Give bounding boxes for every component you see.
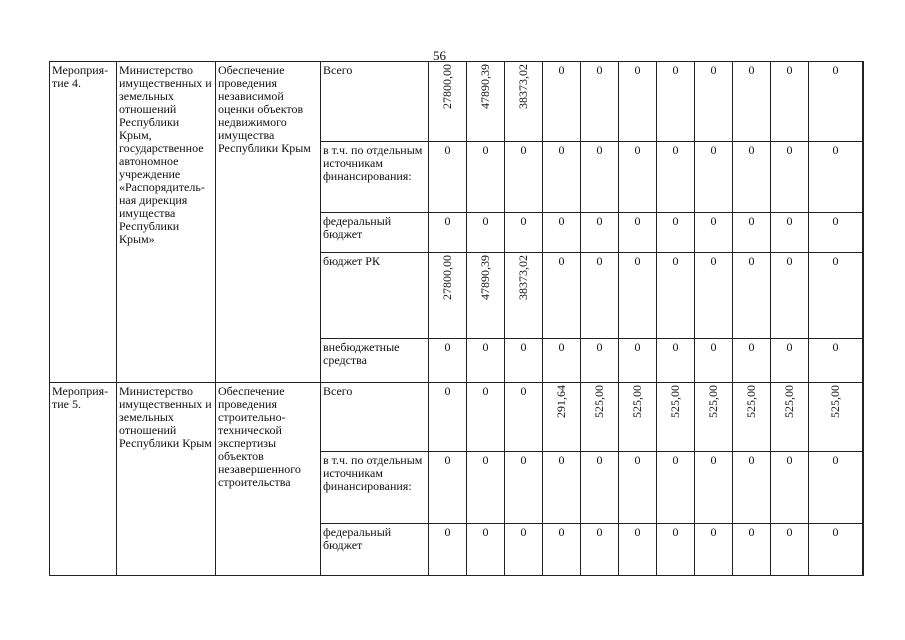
value-cell [657, 524, 695, 576]
value-text: 525,00 [630, 385, 644, 418]
value-cell [695, 142, 733, 213]
value-text: 0 [672, 63, 679, 77]
value-cell [695, 383, 733, 452]
value-text: 0 [482, 143, 489, 157]
value-cell [733, 142, 771, 213]
value-cell [771, 524, 809, 576]
value-text: 0 [520, 340, 527, 354]
value-text: 0 [558, 214, 565, 228]
value-cell [543, 213, 581, 253]
value-cell [619, 213, 657, 253]
executor-cell: Министерство имущественных и земельных отношений Республики Крым [117, 383, 216, 576]
value-text: 0 [634, 453, 641, 467]
value-text: 0 [596, 63, 603, 77]
value-text: 0 [672, 143, 679, 157]
value-cell [429, 253, 467, 339]
value-text: 525,00 [706, 385, 720, 418]
value-cell [619, 339, 657, 383]
value-text: 27800,00 [440, 255, 454, 300]
value-cell [771, 452, 809, 524]
value-cell [863, 452, 864, 524]
value-cell [695, 253, 733, 339]
source-label-cell: внебюджетные средства [321, 339, 429, 383]
value-text: 0 [832, 143, 839, 157]
value-text: 38373,02 [516, 64, 530, 109]
value-text: 0 [710, 214, 717, 228]
value-text: 0 [444, 340, 451, 354]
value-text: 0 [786, 453, 793, 467]
value-cell [809, 383, 863, 452]
value-cell [863, 253, 864, 339]
value-cell [771, 253, 809, 339]
value-cell [467, 62, 505, 142]
value-cell [733, 213, 771, 253]
value-cell [863, 142, 864, 213]
value-cell [619, 253, 657, 339]
measure-cell: Мероприя- тие 5. [50, 383, 117, 576]
value-text: 0 [558, 340, 565, 354]
value-cell [467, 213, 505, 253]
value-cell [467, 452, 505, 524]
value-text: 0 [558, 254, 565, 268]
value-cell [581, 213, 619, 253]
value-cell [543, 142, 581, 213]
value-cell [657, 142, 695, 213]
value-cell [657, 339, 695, 383]
value-cell [581, 253, 619, 339]
value-text: 0 [596, 214, 603, 228]
value-text: 525,00 [744, 385, 758, 418]
value-text: 0 [786, 525, 793, 539]
value-cell [505, 62, 543, 142]
value-text: 0 [596, 143, 603, 157]
value-text: 0 [672, 340, 679, 354]
value-cell [543, 339, 581, 383]
value-text: 0 [634, 214, 641, 228]
value-cell [581, 524, 619, 576]
value-text: 0 [832, 340, 839, 354]
value-cell [809, 452, 863, 524]
value-cell [505, 383, 543, 452]
value-text: 0 [710, 453, 717, 467]
value-text: 0 [482, 340, 489, 354]
value-cell [863, 62, 864, 142]
value-text: 0 [596, 525, 603, 539]
value-cell [863, 383, 864, 452]
table-row [50, 62, 864, 142]
value-cell [695, 213, 733, 253]
value-cell [429, 339, 467, 383]
value-text: 0 [672, 254, 679, 268]
value-cell [863, 524, 864, 576]
value-text: 0 [748, 525, 755, 539]
value-text: 0 [634, 340, 641, 354]
value-text: 0 [710, 525, 717, 539]
value-cell [657, 253, 695, 339]
value-text: 27800,00 [440, 64, 454, 109]
value-text: 0 [786, 63, 793, 77]
value-text: 0 [832, 214, 839, 228]
table-row [50, 383, 864, 452]
value-cell [695, 339, 733, 383]
value-text: 0 [558, 143, 565, 157]
value-cell [771, 62, 809, 142]
value-cell [429, 142, 467, 213]
value-cell [619, 62, 657, 142]
value-text: 0 [444, 384, 451, 398]
executor-cell: Министерство имущественных и земельных отношений Республики Крым, государственное автономное учреждение «Распорядитель-ная дирекция имущества Республики Крым» [117, 62, 216, 383]
value-text: 0 [444, 214, 451, 228]
value-cell [809, 524, 863, 576]
value-text: 0 [832, 254, 839, 268]
value-cell [505, 452, 543, 524]
value-text: 0 [786, 340, 793, 354]
value-cell [733, 339, 771, 383]
value-cell [771, 213, 809, 253]
value-text: 0 [672, 525, 679, 539]
value-text: 0 [596, 453, 603, 467]
value-cell [581, 383, 619, 452]
source-label-cell: федеральный бюджет [321, 213, 429, 253]
value-text: 0 [520, 453, 527, 467]
value-text: 0 [748, 254, 755, 268]
value-text: 0 [748, 143, 755, 157]
value-text: 0 [558, 453, 565, 467]
value-text: 525,00 [782, 385, 796, 418]
value-cell [429, 524, 467, 576]
value-text: 0 [748, 214, 755, 228]
value-cell [505, 253, 543, 339]
value-text: 0 [520, 384, 527, 398]
value-cell [429, 383, 467, 452]
value-cell [619, 142, 657, 213]
value-text: 0 [444, 143, 451, 157]
page-number: 56 [433, 48, 446, 63]
value-text: 0 [832, 63, 839, 77]
value-cell [467, 142, 505, 213]
value-text: 0 [596, 254, 603, 268]
value-cell [581, 339, 619, 383]
value-cell [657, 452, 695, 524]
value-cell [809, 253, 863, 339]
value-text: 0 [748, 340, 755, 354]
value-cell [771, 383, 809, 452]
value-text: 0 [710, 340, 717, 354]
value-cell [581, 62, 619, 142]
value-cell [733, 383, 771, 452]
value-text: 525,00 [828, 385, 842, 418]
value-cell [467, 339, 505, 383]
value-cell [543, 62, 581, 142]
value-cell [657, 62, 695, 142]
value-text: 47890,39 [478, 64, 492, 109]
value-text: 0 [710, 143, 717, 157]
value-cell [429, 62, 467, 142]
value-cell [809, 142, 863, 213]
value-text: 0 [748, 63, 755, 77]
value-text: 0 [634, 143, 641, 157]
value-text: 0 [786, 254, 793, 268]
value-text: 0 [832, 453, 839, 467]
value-text: 0 [482, 384, 489, 398]
value-cell [771, 339, 809, 383]
value-text: 0 [520, 214, 527, 228]
source-label-cell: в т.ч. по отдельным источникам финансирования: [321, 452, 429, 524]
value-text: 0 [748, 453, 755, 467]
value-text: 0 [482, 453, 489, 467]
value-cell [809, 213, 863, 253]
value-text: 0 [634, 63, 641, 77]
value-cell [657, 383, 695, 452]
budget-table [49, 61, 864, 576]
source-label-cell: Всего [321, 383, 429, 452]
value-cell [809, 62, 863, 142]
value-text: 0 [832, 525, 839, 539]
source-label-cell: бюджет РК [321, 253, 429, 339]
value-text: 0 [672, 453, 679, 467]
value-text: 0 [634, 525, 641, 539]
value-text: 0 [710, 63, 717, 77]
value-text: 0 [482, 525, 489, 539]
value-cell [467, 383, 505, 452]
value-cell [619, 383, 657, 452]
value-text: 0 [558, 525, 565, 539]
value-cell [657, 213, 695, 253]
value-text: 38373,02 [516, 255, 530, 300]
value-text: 0 [786, 214, 793, 228]
value-cell [467, 524, 505, 576]
value-cell [733, 253, 771, 339]
value-cell [543, 253, 581, 339]
source-label-cell: Всего [321, 62, 429, 142]
value-text: 0 [634, 254, 641, 268]
value-cell [543, 383, 581, 452]
value-cell [429, 452, 467, 524]
value-cell [467, 253, 505, 339]
value-cell [771, 142, 809, 213]
value-cell [543, 452, 581, 524]
value-cell [733, 62, 771, 142]
value-cell [429, 213, 467, 253]
value-cell [619, 524, 657, 576]
value-cell [695, 524, 733, 576]
value-cell [543, 524, 581, 576]
value-text: 0 [710, 254, 717, 268]
value-cell [505, 524, 543, 576]
value-text: 0 [786, 143, 793, 157]
value-cell [695, 452, 733, 524]
value-cell [733, 524, 771, 576]
value-cell [581, 142, 619, 213]
value-text: 0 [482, 214, 489, 228]
value-cell [863, 213, 864, 253]
value-cell [505, 213, 543, 253]
value-text: 0 [520, 525, 527, 539]
value-text: 0 [596, 340, 603, 354]
value-cell [581, 452, 619, 524]
value-cell [733, 452, 771, 524]
value-text: 525,00 [592, 385, 606, 418]
value-cell [505, 339, 543, 383]
value-text: 525,00 [668, 385, 682, 418]
value-text: 0 [520, 143, 527, 157]
description-cell: Обеспечение проведения независимой оценки объектов недвижимого имущества Республики Крым [216, 62, 321, 383]
value-text: 0 [444, 453, 451, 467]
source-label-cell: в т.ч. по отдельным источникам финансирования: [321, 142, 429, 213]
value-text: 0 [672, 214, 679, 228]
value-cell [863, 339, 864, 383]
value-text: 0 [558, 63, 565, 77]
value-cell [695, 62, 733, 142]
value-text: 291,64 [554, 385, 568, 418]
value-text: 0 [444, 525, 451, 539]
value-text: 47890,39 [478, 255, 492, 300]
value-cell [619, 452, 657, 524]
source-label-cell: федеральный бюджет [321, 524, 429, 576]
value-cell [505, 142, 543, 213]
description-cell: Обеспечение проведения строительно-технической экспертизы объектов незавершенного строительства [216, 383, 321, 576]
measure-cell: Мероприя- тие 4. [50, 62, 117, 383]
value-cell [809, 339, 863, 383]
